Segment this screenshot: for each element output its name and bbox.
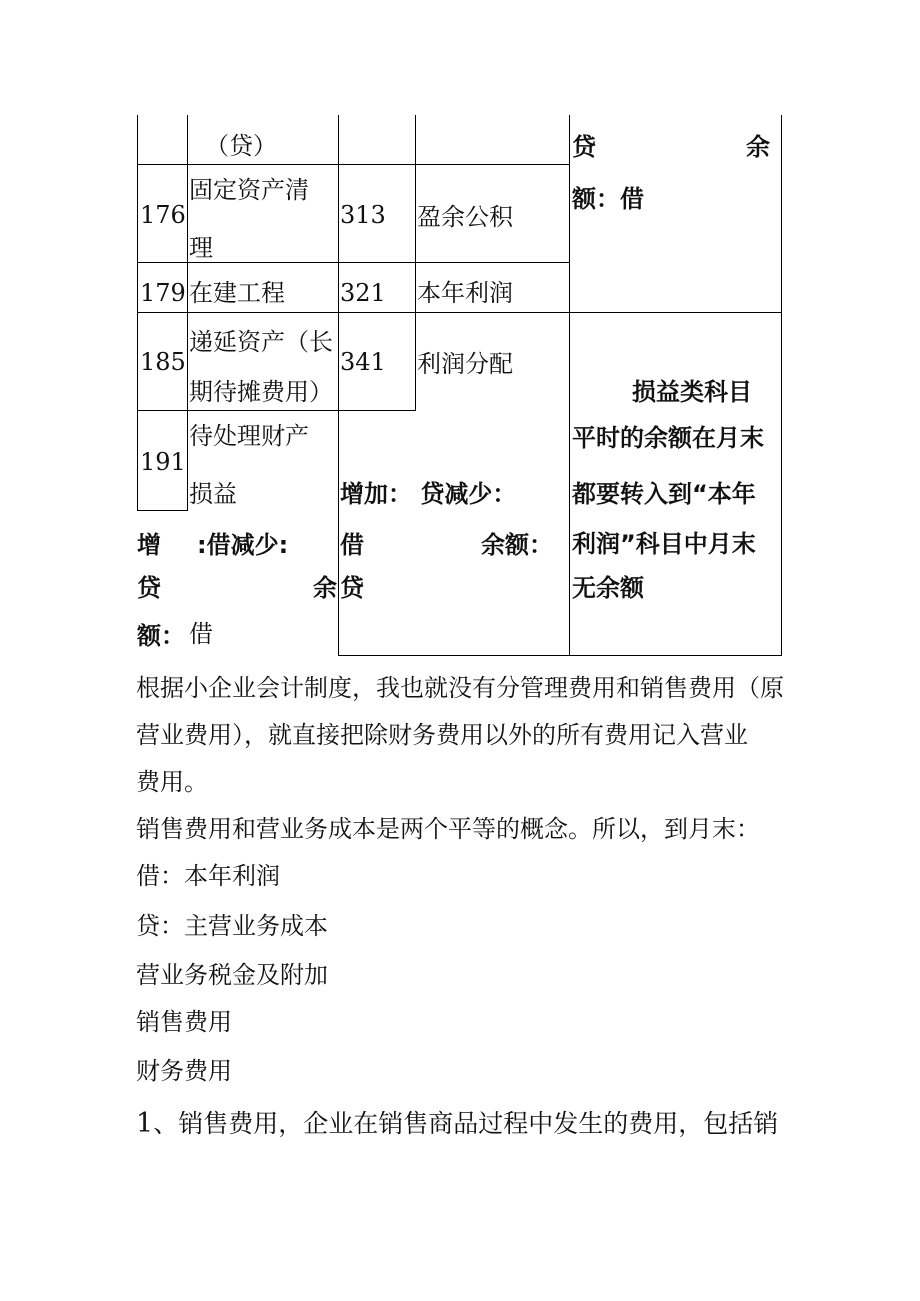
paragraph-line: 借：本年利润 (136, 862, 280, 890)
cell-name: （贷） (205, 132, 277, 160)
cell-name: 递延资产（长 (189, 328, 333, 356)
cell-code: 341 (340, 348, 386, 376)
profit-loss-note: 损益类科目 (632, 378, 752, 406)
cell-name: 待处理财产 (189, 422, 309, 450)
list-number: 1 (136, 1108, 154, 1139)
table-line (569, 115, 570, 656)
paragraph-line: 销售费用和营业务成本是两个平等的概念。所以，到月末： (136, 815, 760, 843)
table-line (137, 410, 415, 411)
cell-code: 313 (340, 201, 386, 229)
cell-name: 理 (189, 234, 213, 262)
paragraph-line: 费用。 (136, 768, 208, 796)
cell-note: 余 (746, 133, 770, 161)
profit-loss-note: 无余额 (572, 574, 644, 602)
col1-summary: 余 (313, 574, 337, 602)
cell-note: 贷 (572, 133, 596, 161)
table-line (187, 115, 188, 511)
table-line (338, 164, 569, 165)
cell-note: 额：借 (572, 185, 644, 213)
paragraph-line: 财务费用 (136, 1057, 232, 1085)
col1-summary: :借减少: (197, 531, 289, 559)
cell-code: 179 (140, 279, 186, 307)
table-line (137, 115, 138, 511)
table-line (338, 655, 781, 656)
paragraph-line (136, 1110, 778, 1138)
table-line (338, 115, 339, 656)
cell-code: 176 (140, 201, 186, 229)
table-line (137, 510, 187, 511)
profit-loss-note: 平时的余额在月末 (572, 424, 764, 452)
cell-code: 321 (340, 279, 386, 307)
cell-name: 本年利润 (417, 279, 513, 307)
table-line (415, 115, 416, 411)
paragraph-line: 销售费用 (136, 1008, 232, 1036)
table-line (137, 262, 569, 263)
col1-summary: 增 (137, 531, 161, 559)
cell-name: 利润分配 (417, 350, 513, 378)
paragraph-line: 营业费用），就直接把除财务费用以外的所有费用记入营业 (136, 721, 748, 749)
profit-loss-note: 都要转入到“本年 (572, 480, 756, 508)
col1-summary: 额： (137, 622, 185, 650)
table-line (137, 312, 781, 313)
profit-loss-note: 利润”科目中月末 (572, 530, 756, 558)
col2-summary: 增加： 贷减少： (340, 480, 517, 508)
col2-summary: 余额： (481, 531, 553, 559)
paragraph-line: 根据小企业会计制度，我也就没有分管理费用和销售费用（原 (136, 674, 784, 702)
cell-name: 期待摊费用） (189, 378, 333, 406)
col1-summary: 借 (189, 620, 213, 648)
cell-name: 损益 (189, 480, 237, 508)
table-line (137, 164, 338, 165)
list-text: 、销售费用，企业在销售商品过程中发生的费用，包括销 (153, 1109, 779, 1138)
paragraph-line: 营业务税金及附加 (136, 961, 328, 989)
paragraph-line: 贷：主营业务成本 (136, 912, 328, 940)
cell-name: 在建工程 (189, 279, 285, 307)
table-line (781, 115, 782, 656)
col1-summary: 贷 (137, 574, 161, 602)
cell-code: 191 (140, 448, 186, 476)
cell-name: 盈余公积 (417, 203, 513, 231)
col2-summary: 借 (340, 531, 364, 559)
col2-summary: 贷 (340, 574, 364, 602)
cell-code: 185 (140, 348, 186, 376)
cell-name: 固定资产清 (189, 176, 309, 204)
